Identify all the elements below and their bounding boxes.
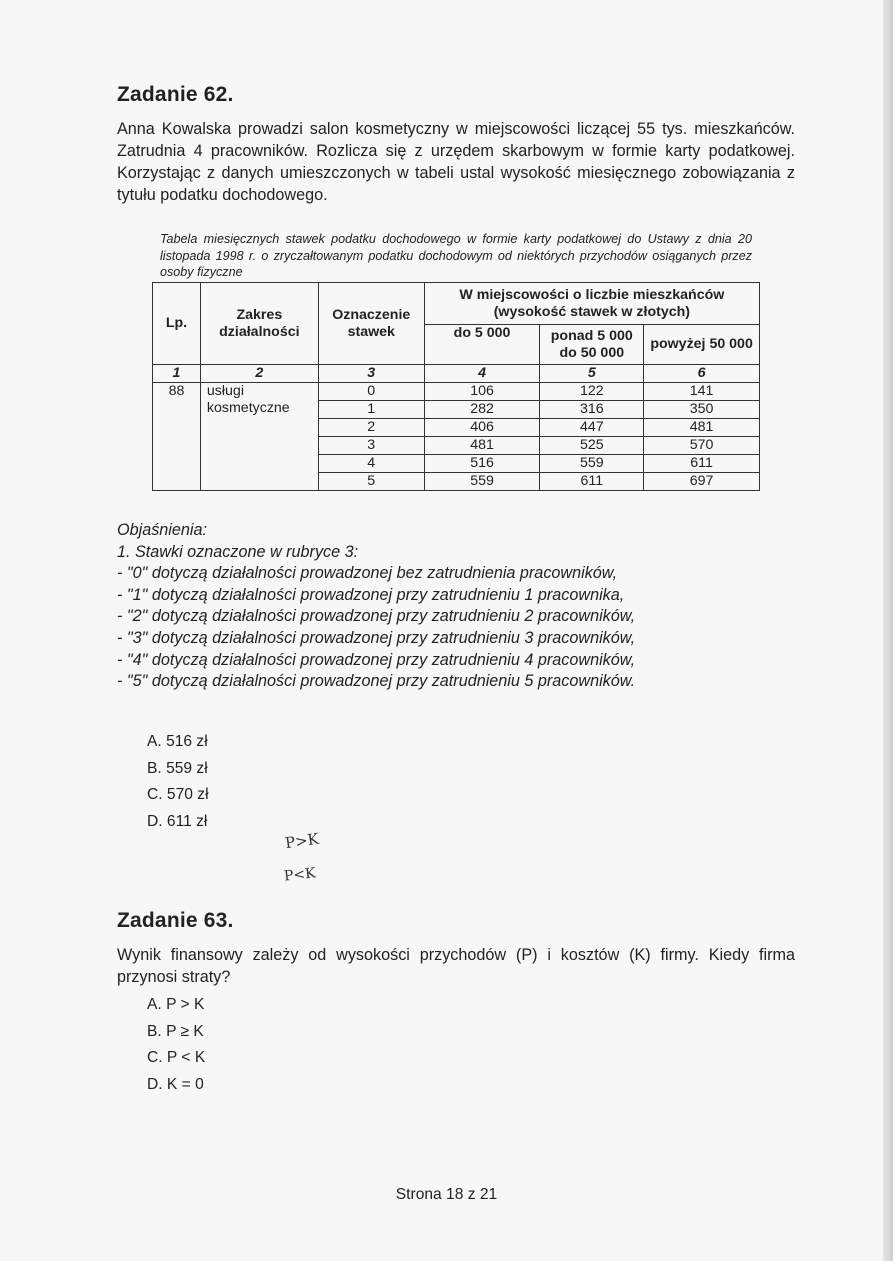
table-cell: 447 <box>540 419 644 437</box>
header-group: W miejscowości o liczbie mieszkańców (wysokość stawek w złotych) <box>424 283 759 325</box>
answer-option-b[interactable]: B. 559 zł <box>147 759 208 777</box>
table-caption: Tabela miesięcznych stawek podatku dochodowego w formie karty podatkowej do Ustawy z dnia 20 listopada 1998 r. o zryczałtowanym podatku dochodowym od niektórych przychodów osiąganych przez osoby fizyczne <box>160 232 752 279</box>
explanation-line: - "2" dotyczą działalności prowadzonej przy zatrudnieniu 2 pracowników, <box>117 607 636 626</box>
table-cell: 4 <box>318 455 424 473</box>
handwritten-note-1: P>K <box>283 829 320 853</box>
table-cell: 525 <box>540 437 644 455</box>
header-col6: powyżej 50 000 <box>644 325 760 365</box>
table-cell: 0 <box>318 383 424 401</box>
table-cell: 282 <box>424 401 540 419</box>
answer-option-c[interactable]: C. P < K <box>147 1049 206 1066</box>
table-cell: 406 <box>424 419 540 437</box>
table-cell: 122 <box>540 383 644 401</box>
task63-title: Zadanie 63. <box>117 909 234 932</box>
page-edge-shadow <box>883 0 893 1261</box>
explanation-line: 1. Stawki oznaczone w rubryce 3: <box>117 542 359 561</box>
task62-text: Anna Kowalska prowadzi salon kosmetyczny w miejscowości liczącej 55 tys. mieszkańców. Zatrudnia 4 pracowników. Rozlicza się z urzędem skarbowym w formie karty podatkowej. Korzystając z danych umieszczonych w tabeli ustal wysokość miesięcznego zobowiązania z tytułu podatku dochodowego. <box>117 120 795 204</box>
table-cell: 611 <box>540 473 644 491</box>
table-cell: 106 <box>424 383 540 401</box>
answer-option-c[interactable]: C. 570 zł <box>147 786 209 803</box>
handwritten-note-2: P<K <box>283 865 317 885</box>
colnum: 5 <box>540 365 644 383</box>
explanation-line: - "1" dotyczą działalności prowadzonej przy zatrudnieniu 1 pracownika, <box>117 585 625 604</box>
table-cell: 516 <box>424 455 540 473</box>
cell-lp: 88 <box>153 383 201 491</box>
answer-option-a[interactable]: A. P > K <box>147 996 205 1013</box>
table-cell: 1 <box>318 401 424 419</box>
table-cell: 350 <box>644 401 760 419</box>
answer-option-d[interactable]: D. 611 zł <box>147 812 208 830</box>
header-col5: ponad 5 000 do 50 000 <box>540 325 644 365</box>
colnum: 3 <box>318 365 424 383</box>
task62-title: Zadanie 62. <box>117 83 234 106</box>
table-cell: 570 <box>644 437 760 455</box>
table-cell: 141 <box>644 383 760 401</box>
explanation-line: - "3" dotyczą działalności prowadzonej przy zatrudnieniu 3 pracowników, <box>117 628 636 647</box>
explanations <box>117 520 817 693</box>
cell-zakres: usługi kosmetyczne <box>200 383 318 491</box>
header-lp: Lp. <box>153 283 201 365</box>
colnum: 6 <box>644 365 760 383</box>
colnum: 4 <box>424 365 540 383</box>
task63-text: Wynik finansowy zależy od wysokości przychodów (P) i kosztów (K) firmy. Kiedy firma przynosi straty? <box>117 946 795 986</box>
table-cell: 559 <box>424 473 540 491</box>
table-cell: 3 <box>318 437 424 455</box>
colnum: 1 <box>153 365 201 383</box>
explanation-line: - "4" dotyczą działalności prowadzonej przy zatrudnieniu 4 pracowników, <box>117 650 636 669</box>
header-oznaczenie: Oznaczenie stawek <box>318 283 424 365</box>
task63-options <box>147 992 205 1098</box>
table-cell: 5 <box>318 473 424 491</box>
table-cell: 559 <box>540 455 644 473</box>
table-cell: 481 <box>644 419 760 437</box>
task62-options <box>147 729 209 835</box>
table-cell: 316 <box>540 401 644 419</box>
answer-option-d[interactable]: D. K = 0 <box>147 1075 204 1093</box>
tax-rates-table <box>152 282 760 491</box>
explanation-line: - "5" dotyczą działalności prowadzonej przy zatrudnieniu 5 pracowników. <box>117 672 636 691</box>
table-cell: 697 <box>644 473 760 491</box>
answer-option-b[interactable]: B. P ≥ K <box>147 1022 204 1040</box>
header-col4: do 5 000 <box>424 325 540 365</box>
answer-option-a[interactable]: A. 516 zł <box>147 733 208 750</box>
table-cell: 611 <box>644 455 760 473</box>
colnum: 2 <box>200 365 318 383</box>
explanation-line: - "0" dotyczą działalności prowadzonej bez zatrudnienia pracowników, <box>117 564 618 583</box>
table-cell: 481 <box>424 437 540 455</box>
page-number: Strona 18 z 21 <box>395 1186 498 1203</box>
explanation-line: Objaśnienia: <box>117 521 207 539</box>
table-cell: 2 <box>318 419 424 437</box>
header-zakres: Zakres działalności <box>200 283 318 365</box>
